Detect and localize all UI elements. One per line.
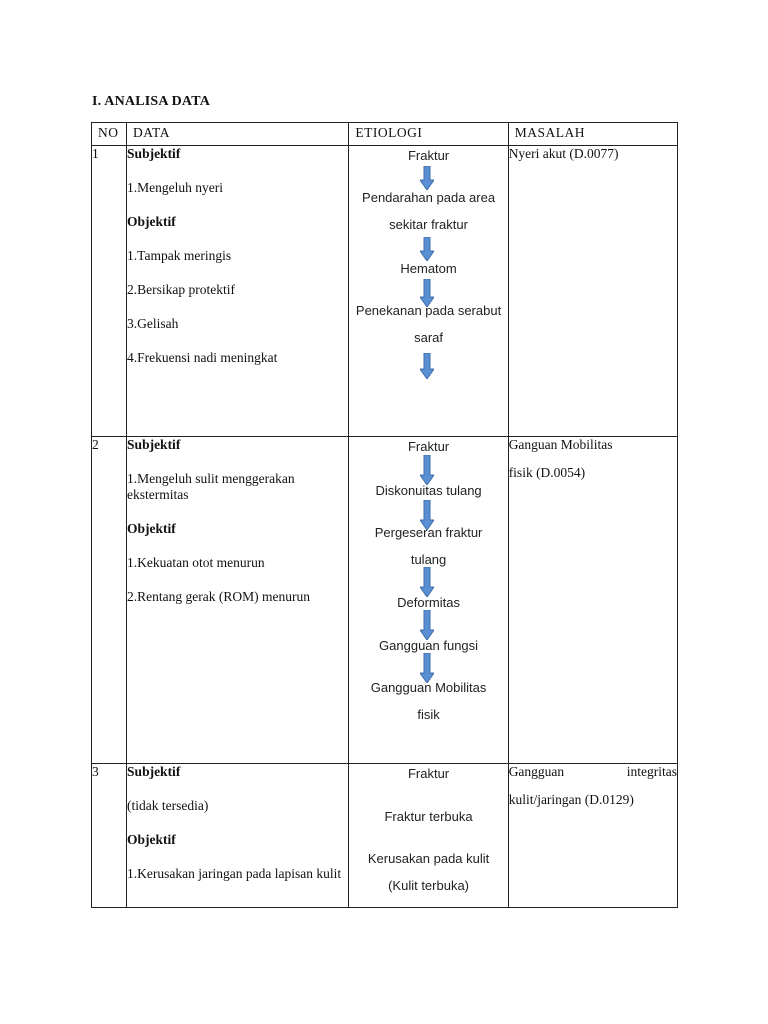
etiologi-step: Gangguan fungsi [379,638,479,653]
column-header-data: DATA [127,123,349,146]
etiologi-step: Hematom [400,261,457,276]
objektif-label: Objektif [127,832,176,847]
objektif-item: 1.Tampak meringis [127,248,232,263]
masalah-text: Nyeri akut (D.0077) [508,146,619,161]
column-header-etiologi: ETIOLOGI [349,123,508,146]
masalah-text: kulit/jaringan (D.0129) [508,792,634,807]
objektif-item: 1.Kerusakan jaringan pada lapisan kulit [127,866,342,881]
etiologi-cell [349,437,508,764]
etiologi-step: Deformitas [397,595,460,610]
etiologi-step: Pergeseran fraktur tulang [374,525,483,567]
row-number: 2 [92,437,127,764]
objektif-item: 2.Bersikap protektif [127,282,236,297]
table-row [92,146,678,437]
objektif-label: Objektif [127,214,176,229]
etiologi-step: Kerusakan pada kulit [367,851,490,866]
page-heading: I. ANALISA DATA [92,94,211,109]
etiologi-step: Fraktur [407,439,450,454]
subjektif-item: 1.Mengeluh sulit menggerakan ekstermitas [127,471,295,502]
etiologi-step: Fraktur [407,766,450,781]
etiologi-step: Diskonuitas tulang [375,483,482,498]
data-cell [127,437,349,764]
subjektif-item: 1.Mengeluh nyeri [127,180,224,195]
etiologi-step: Pendarahan pada area sekitar fraktur [362,190,496,232]
etiologi-step: Penekanan pada serabut saraf [355,303,502,345]
etiologi-step: Fraktur [407,148,450,163]
masalah-cell [508,437,677,764]
etiologi-step: Gangguan Mobilitas fisik [370,680,487,722]
masalah-word: integritas [626,764,677,779]
objektif-item: 4.Frekuensi nadi meningkat [127,350,278,365]
objektif-item: 3.Gelisah [127,316,179,331]
masalah-cell [508,146,677,437]
etiologi-cell [349,146,508,437]
table-row [92,437,678,764]
masalah-word: Gangguan [508,764,565,779]
masalah-text: Ganguan Mobilitas [508,437,613,452]
masalah-text: fisik (D.0054) [508,465,586,480]
subjektif-item: (tidak tersedia) [127,798,209,813]
objektif-item: 2.Rentang gerak (ROM) menurun [127,589,311,604]
etiologi-step: (Kulit terbuka) [388,878,470,893]
row-number: 1 [92,146,127,437]
subjektif-label: Subjektif [127,146,181,161]
objektif-label: Objektif [127,521,176,536]
subjektif-label: Subjektif [127,437,181,452]
data-cell [127,146,349,437]
column-header-no: NO [92,123,127,146]
table-row [92,764,678,908]
etiologi-cell [349,764,508,908]
data-cell [127,764,349,908]
column-header-masalah: MASALAH [508,123,677,146]
objektif-item: 1.Kekuatan otot menurun [127,555,265,570]
subjektif-label: Subjektif [127,764,181,779]
masalah-cell [508,764,677,908]
analysis-table [91,122,678,908]
down-arrow-icon [420,353,434,379]
masalah-text [509,764,677,780]
etiologi-step: Fraktur terbuka [384,809,473,824]
row-number: 3 [92,764,127,908]
